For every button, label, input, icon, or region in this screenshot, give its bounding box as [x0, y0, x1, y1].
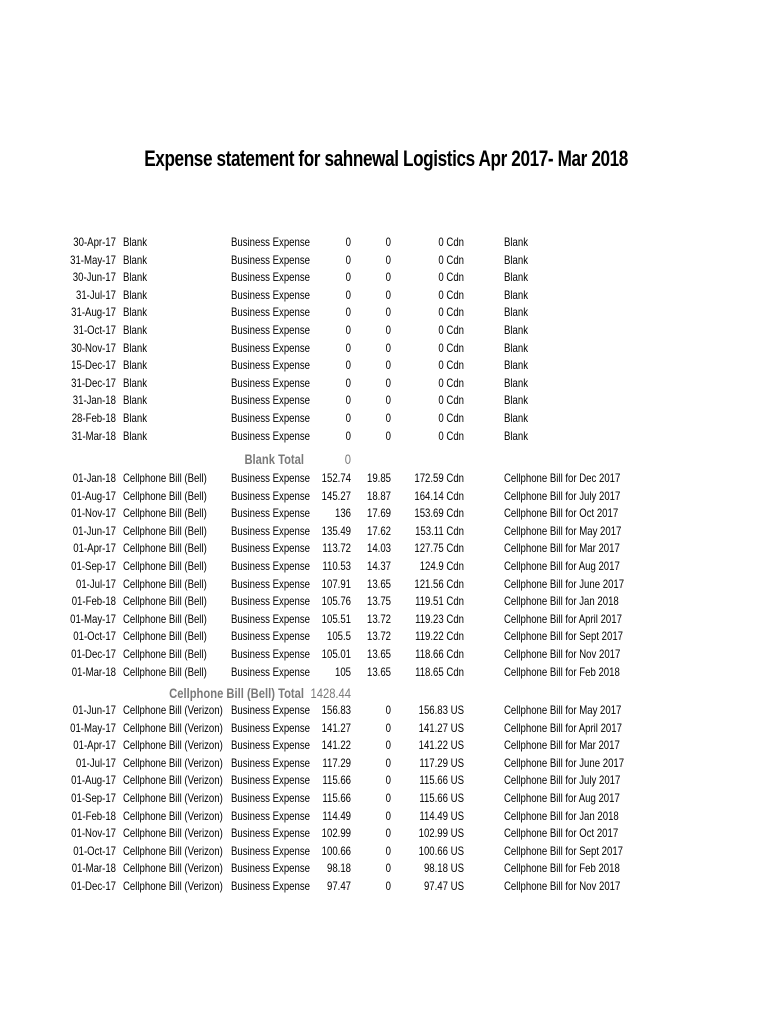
table-row	[0, 269, 770, 286]
expense-total: 117.29 US	[419, 755, 464, 770]
expense-description: Cellphone Bill for June 2017	[504, 755, 625, 770]
expense-type: Business Expense	[231, 358, 310, 373]
expense-amount: 0	[345, 358, 351, 373]
expense-amount: 145.27	[321, 488, 351, 503]
expense-vendor: Blank	[123, 358, 148, 373]
expense-total: 0 Cdn	[438, 270, 464, 285]
expense-date: 01-May-17	[70, 611, 116, 626]
expense-type: Business Expense	[231, 411, 310, 425]
expense-vendor: Cellphone Bill (Bell)	[123, 647, 207, 661]
expense-vendor: Blank	[123, 340, 148, 355]
expense-total: 114.49 US	[419, 808, 464, 823]
table-row	[0, 558, 770, 575]
expense-type: Business Expense	[231, 808, 310, 823]
expense-type: Business Expense	[231, 843, 310, 858]
expense-tax: 13.72	[366, 629, 391, 644]
expense-amount: 135.49	[321, 523, 351, 538]
subtotal-label: Cellphone Bill (Bell) Total	[169, 685, 304, 701]
expense-date: 31-Jul-17	[75, 287, 116, 302]
table-row	[0, 375, 770, 392]
expense-vendor: Cellphone Bill (Bell)	[123, 576, 207, 591]
expense-type: Business Expense	[231, 428, 310, 443]
expense-amount: 115.66	[322, 773, 351, 788]
expense-type: Business Expense	[231, 738, 310, 753]
expense-type: Business Expense	[231, 323, 310, 337]
expense-type: Business Expense	[231, 305, 310, 320]
expense-tax: 0	[385, 773, 391, 788]
expense-amount: 0	[345, 340, 351, 355]
expense-amount: 107.91	[321, 576, 351, 591]
expense-total: 127.75 Cdn	[414, 541, 464, 556]
expense-total: 118.66 Cdn	[415, 647, 464, 661]
expense-date: 31-Jan-18	[72, 393, 116, 408]
expense-date: 31-Aug-17	[71, 305, 116, 320]
table-row	[0, 593, 770, 610]
expense-amount: 113.72	[322, 541, 351, 556]
expense-description: Blank	[504, 323, 529, 337]
table-row	[0, 322, 770, 339]
expense-total: 119.51 Cdn	[415, 594, 464, 609]
table-row	[0, 234, 770, 251]
expense-amount: 0	[345, 305, 351, 320]
expense-vendor: Cellphone Bill (Bell)	[123, 594, 207, 609]
expense-type: Business Expense	[231, 755, 310, 770]
expense-amount: 115.66	[322, 791, 351, 805]
table-row	[0, 790, 770, 807]
expense-vendor: Blank	[123, 252, 148, 267]
expense-vendor: Cellphone Bill (Verizon)	[123, 703, 223, 717]
table-row	[0, 392, 770, 409]
expense-amount: 97.47	[326, 879, 351, 893]
expense-type: Business Expense	[231, 576, 310, 591]
expense-date: 31-Dec-17	[71, 375, 116, 390]
expense-date: 30-Apr-17	[73, 235, 116, 249]
expense-description: Cellphone Bill for Feb 2018	[504, 664, 620, 679]
expense-total: 153.11 Cdn	[415, 523, 464, 538]
expense-amount: 105.51	[321, 611, 351, 626]
expense-type: Business Expense	[231, 594, 310, 609]
expense-vendor: Cellphone Bill (Verizon)	[123, 791, 223, 805]
expense-description: Cellphone Bill for April 2017	[504, 611, 622, 626]
expense-tax: 0	[385, 755, 391, 770]
expense-vendor: Cellphone Bill (Bell)	[123, 488, 207, 503]
expense-date: 01-Mar-18	[71, 861, 116, 876]
expense-description: Cellphone Bill for Nov 2017	[504, 879, 621, 893]
table-row	[0, 878, 770, 895]
expense-amount: 102.99	[321, 826, 351, 841]
expense-description: Blank	[504, 358, 529, 373]
table-row	[0, 646, 770, 663]
table-row	[0, 523, 770, 540]
expense-type: Business Expense	[231, 703, 310, 717]
expense-description: Cellphone Bill for Mar 2017	[504, 738, 620, 753]
subtotal-value: 1428.44	[310, 685, 351, 701]
expense-vendor: Cellphone Bill (Bell)	[123, 541, 207, 556]
expense-date: 01-Oct-17	[73, 843, 116, 858]
expense-total: 0 Cdn	[438, 393, 464, 408]
expense-type: Business Expense	[231, 791, 310, 805]
expense-description: Cellphone Bill for Aug 2017	[504, 791, 620, 805]
expense-type: Business Expense	[231, 559, 310, 573]
expense-vendor: Cellphone Bill (Bell)	[123, 559, 207, 573]
subtotal-label: Blank Total	[244, 451, 304, 467]
table-row	[0, 252, 770, 269]
expense-total: 119.22 Cdn	[415, 629, 464, 644]
expense-type: Business Expense	[231, 252, 310, 267]
expense-tax: 0	[385, 703, 391, 717]
expense-description: Cellphone Bill for July 2017	[504, 488, 621, 503]
table-row	[0, 737, 770, 754]
expense-date: 01-Apr-17	[73, 738, 116, 753]
expense-date: 31-Mar-18	[71, 428, 116, 443]
expense-tax: 0	[385, 720, 391, 735]
expense-tax: 0	[385, 843, 391, 858]
expense-total: 0 Cdn	[438, 375, 464, 390]
expense-total: 172.59 Cdn	[414, 471, 464, 485]
expense-tax: 0	[385, 375, 391, 390]
expense-tax: 14.03	[366, 541, 391, 556]
expense-tax: 0	[385, 393, 391, 408]
expense-amount: 136	[334, 506, 351, 521]
expense-type: Business Expense	[231, 826, 310, 841]
table-row	[0, 860, 770, 877]
expense-total: 0 Cdn	[438, 235, 464, 249]
expense-vendor: Cellphone Bill (Verizon)	[123, 808, 223, 823]
expense-amount: 0	[345, 428, 351, 443]
expense-vendor: Blank	[123, 235, 148, 249]
expense-amount: 105	[334, 664, 351, 679]
expense-date: 01-May-17	[70, 720, 116, 735]
table-row	[0, 410, 770, 427]
expense-description: Cellphone Bill for Feb 2018	[504, 861, 620, 876]
table-row	[0, 505, 770, 522]
table-row	[0, 357, 770, 374]
expense-total: 0 Cdn	[438, 411, 464, 425]
expense-date: 31-May-17	[70, 252, 116, 267]
expense-type: Business Expense	[231, 879, 310, 893]
table-row	[0, 628, 770, 645]
expense-total: 100.66 US	[418, 843, 464, 858]
expense-date: 01-Jun-17	[72, 523, 116, 538]
expense-total: 0 Cdn	[438, 340, 464, 355]
table-row	[0, 611, 770, 628]
expense-tax: 0	[385, 808, 391, 823]
expense-tax: 0	[385, 861, 391, 876]
expense-tax: 13.72	[366, 611, 391, 626]
expense-type: Business Expense	[231, 235, 310, 249]
expense-amount: 105.01	[321, 647, 351, 661]
expense-description: Blank	[504, 375, 529, 390]
table-row	[0, 304, 770, 321]
expense-amount: 0	[345, 323, 351, 337]
expense-vendor: Blank	[123, 270, 148, 285]
expense-type: Business Expense	[231, 523, 310, 538]
expense-vendor: Cellphone Bill (Verizon)	[123, 755, 223, 770]
expense-date: 01-Sep-17	[71, 559, 116, 573]
expense-description: Blank	[504, 235, 529, 249]
expense-amount: 117.29	[322, 755, 351, 770]
table-row	[0, 340, 770, 357]
expense-type: Business Expense	[231, 340, 310, 355]
expense-tax: 0	[385, 287, 391, 302]
expense-description: Cellphone Bill for Oct 2017	[504, 506, 619, 521]
document-title: Expense statement for sahnewal Logistics Apr 2017- Mar 2018	[144, 146, 628, 171]
expense-date: 01-Jul-17	[75, 755, 116, 770]
expense-date: 01-Jul-17	[75, 576, 116, 591]
expense-description: Blank	[504, 252, 529, 267]
expense-amount: 105.76	[321, 594, 351, 609]
expense-description: Blank	[504, 270, 529, 285]
expense-vendor: Blank	[123, 375, 148, 390]
expense-vendor: Blank	[123, 428, 148, 443]
subtotal-row	[0, 449, 770, 469]
table-row	[0, 428, 770, 445]
expense-date: 30-Jun-17	[72, 270, 116, 285]
expense-tax: 0	[385, 235, 391, 249]
expense-vendor: Blank	[123, 393, 148, 408]
expense-type: Business Expense	[231, 488, 310, 503]
subtotal-row	[0, 683, 770, 703]
expense-total: 164.14 Cdn	[414, 488, 464, 503]
expense-date: 15-Dec-17	[71, 358, 116, 373]
table-row	[0, 540, 770, 557]
expense-vendor: Blank	[123, 287, 148, 302]
expense-type: Business Expense	[231, 664, 310, 679]
table-row	[0, 720, 770, 737]
expense-tax: 13.75	[366, 594, 391, 609]
expense-description: Cellphone Bill for Sept 2017	[504, 843, 624, 858]
table-row	[0, 470, 770, 487]
expense-date: 01-Dec-17	[71, 647, 116, 661]
expense-amount: 156.83	[321, 703, 351, 717]
expense-tax: 13.65	[366, 664, 391, 679]
expense-amount: 0	[345, 252, 351, 267]
table-row	[0, 287, 770, 304]
expense-date: 01-Mar-18	[71, 664, 116, 679]
expense-tax: 0	[385, 358, 391, 373]
expense-tax: 0	[385, 340, 391, 355]
expense-vendor: Blank	[123, 323, 148, 337]
expense-total: 115.66 US	[419, 773, 464, 788]
expense-date: 01-Nov-17	[71, 826, 116, 841]
expense-tax: 0	[385, 252, 391, 267]
expense-amount: 141.27	[321, 720, 351, 735]
expense-tax: 17.62	[366, 523, 391, 538]
expense-type: Business Expense	[231, 506, 310, 521]
expense-amount: 0	[345, 270, 351, 285]
table-row	[0, 825, 770, 842]
expense-description: Cellphone Bill for May 2017	[504, 703, 622, 717]
expense-tax: 13.65	[366, 647, 391, 661]
expense-amount: 98.18	[326, 861, 351, 876]
expense-description: Cellphone Bill for Sept 2017	[504, 629, 624, 644]
expense-vendor: Cellphone Bill (Bell)	[123, 664, 207, 679]
expense-total: 124.9 Cdn	[419, 559, 464, 573]
expense-vendor: Cellphone Bill (Verizon)	[123, 826, 223, 841]
expense-description: Cellphone Bill for June 2017	[504, 576, 625, 591]
expense-date: 01-Aug-17	[71, 773, 116, 788]
expense-date: 01-Jan-18	[72, 471, 116, 485]
expense-amount: 0	[345, 411, 351, 425]
expense-tax: 19.85	[366, 471, 391, 485]
expense-total: 153.69 Cdn	[414, 506, 464, 521]
expense-date: 01-Sep-17	[71, 791, 116, 805]
expense-vendor: Cellphone Bill (Bell)	[123, 506, 207, 521]
expense-description: Cellphone Bill for Oct 2017	[504, 826, 619, 841]
expense-total: 0 Cdn	[438, 428, 464, 443]
expense-type: Business Expense	[231, 471, 310, 485]
expense-amount: 0	[345, 393, 351, 408]
expense-tax: 0	[385, 305, 391, 320]
expense-description: Cellphone Bill for Dec 2017	[504, 471, 621, 485]
expense-amount: 114.49	[322, 808, 351, 823]
expense-tax: 0	[385, 826, 391, 841]
expense-type: Business Expense	[231, 270, 310, 285]
expense-amount: 100.66	[321, 843, 351, 858]
expense-vendor: Blank	[123, 411, 148, 425]
expense-description: Cellphone Bill for May 2017	[504, 523, 622, 538]
expense-total: 102.99 US	[418, 826, 464, 841]
expense-tax: 0	[385, 323, 391, 337]
expense-description: Blank	[504, 428, 529, 443]
table-row	[0, 843, 770, 860]
expense-total: 0 Cdn	[438, 358, 464, 373]
expense-total: 141.22 US	[418, 738, 464, 753]
expense-vendor: Cellphone Bill (Verizon)	[123, 773, 223, 788]
expense-total: 0 Cdn	[438, 323, 464, 337]
expense-amount: 0	[345, 375, 351, 390]
expense-date: 01-Feb-18	[71, 808, 116, 823]
expense-date: 01-Aug-17	[71, 488, 116, 503]
expense-type: Business Expense	[231, 720, 310, 735]
expense-type: Business Expense	[231, 393, 310, 408]
expense-total: 98.18 US	[423, 861, 464, 876]
expense-type: Business Expense	[231, 629, 310, 644]
expense-amount: 141.22	[321, 738, 351, 753]
table-row	[0, 576, 770, 593]
expense-amount: 105.5	[326, 629, 351, 644]
expense-tax: 18.87	[366, 488, 391, 503]
expense-description: Blank	[504, 393, 529, 408]
table-row	[0, 755, 770, 772]
expense-date: 01-Dec-17	[71, 879, 116, 893]
expense-total: 141.27 US	[418, 720, 464, 735]
expense-type: Business Expense	[231, 647, 310, 661]
expense-total: 0 Cdn	[438, 252, 464, 267]
expense-date: 01-Feb-18	[71, 594, 116, 609]
expense-total: 115.66 US	[419, 791, 464, 805]
expense-description: Cellphone Bill for Nov 2017	[504, 647, 621, 661]
expense-tax: 13.65	[366, 576, 391, 591]
expense-type: Business Expense	[231, 861, 310, 876]
expense-type: Business Expense	[231, 287, 310, 302]
expense-total: 97.47 US	[423, 879, 464, 893]
expense-type: Business Expense	[231, 773, 310, 788]
expense-tax: 0	[385, 791, 391, 805]
table-row	[0, 772, 770, 789]
expense-vendor: Cellphone Bill (Verizon)	[123, 879, 223, 893]
expense-description: Cellphone Bill for Jan 2018	[504, 808, 619, 823]
expense-total: 0 Cdn	[438, 305, 464, 320]
expense-tax: 0	[385, 411, 391, 425]
expense-total: 121.56 Cdn	[414, 576, 464, 591]
expense-date: 01-Nov-17	[71, 506, 116, 521]
expense-vendor: Cellphone Bill (Verizon)	[123, 843, 223, 858]
expense-date: 01-Oct-17	[73, 629, 116, 644]
expense-date: 28-Feb-18	[71, 411, 116, 425]
expense-vendor: Cellphone Bill (Verizon)	[123, 738, 223, 753]
expense-description: Blank	[504, 411, 529, 425]
table-row	[0, 808, 770, 825]
expense-vendor: Cellphone Bill (Verizon)	[123, 861, 223, 876]
expense-vendor: Cellphone Bill (Bell)	[123, 471, 207, 485]
expense-tax: 0	[385, 428, 391, 443]
expense-description: Cellphone Bill for Aug 2017	[504, 559, 620, 573]
expense-vendor: Cellphone Bill (Bell)	[123, 611, 207, 626]
expense-description: Cellphone Bill for July 2017	[504, 773, 621, 788]
expense-description: Blank	[504, 287, 529, 302]
expense-total: 156.83 US	[418, 703, 464, 717]
expense-tax: 14.37	[366, 559, 391, 573]
expense-date: 01-Jun-17	[72, 703, 116, 717]
expense-type: Business Expense	[231, 611, 310, 626]
expense-amount: 0	[345, 287, 351, 302]
expense-amount: 0	[345, 235, 351, 249]
expense-date: 30-Nov-17	[71, 340, 116, 355]
expense-description: Cellphone Bill for Mar 2017	[504, 541, 620, 556]
expense-description: Blank	[504, 305, 529, 320]
table-row	[0, 488, 770, 505]
expense-tax: 0	[385, 270, 391, 285]
expense-type: Business Expense	[231, 375, 310, 390]
expense-tax: 17.69	[366, 506, 391, 521]
expense-type: Business Expense	[231, 541, 310, 556]
table-row	[0, 664, 770, 681]
subtotal-value: 0	[344, 451, 351, 467]
expense-total: 0 Cdn	[438, 287, 464, 302]
expense-total: 118.65 Cdn	[415, 664, 464, 679]
expense-description: Cellphone Bill for April 2017	[504, 720, 622, 735]
expense-vendor: Cellphone Bill (Bell)	[123, 629, 207, 644]
expense-vendor: Cellphone Bill (Bell)	[123, 523, 207, 538]
expense-amount: 110.53	[322, 559, 351, 573]
expense-tax: 0	[385, 738, 391, 753]
table-row	[0, 702, 770, 719]
expense-date: 01-Apr-17	[73, 541, 116, 556]
expense-tax: 0	[385, 879, 391, 893]
expense-description: Blank	[504, 340, 529, 355]
expense-date: 31-Oct-17	[73, 323, 116, 337]
expense-vendor: Blank	[123, 305, 148, 320]
expense-description: Cellphone Bill for Jan 2018	[504, 594, 619, 609]
expense-amount: 152.74	[321, 471, 351, 485]
expense-vendor: Cellphone Bill (Verizon)	[123, 720, 223, 735]
expense-total: 119.23 Cdn	[415, 611, 464, 626]
